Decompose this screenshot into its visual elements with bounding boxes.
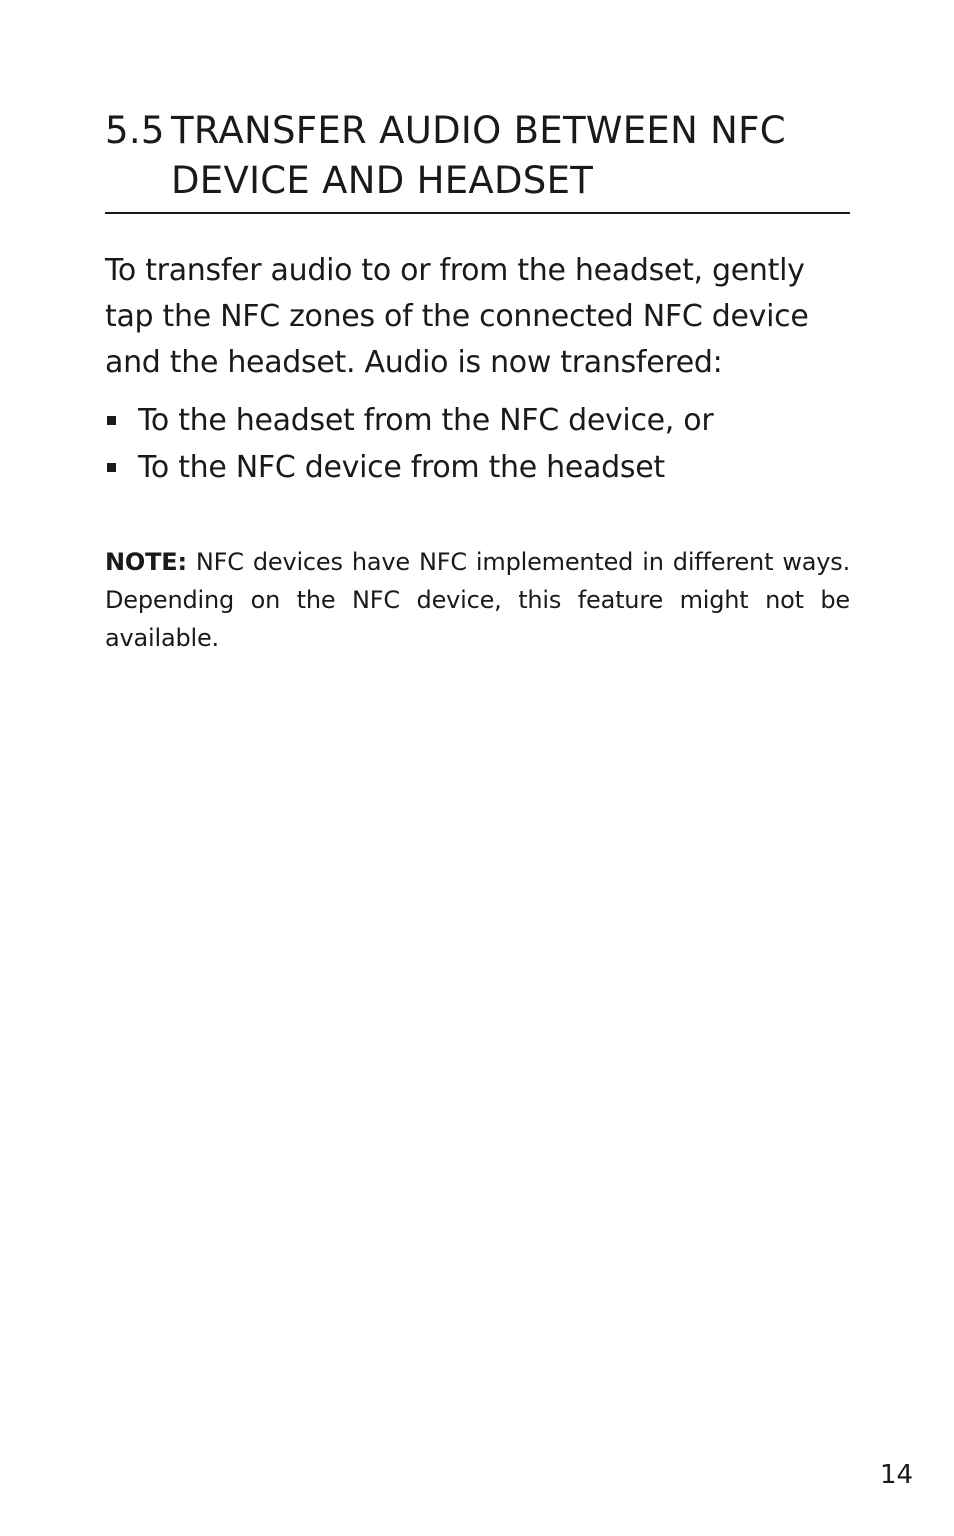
note-paragraph xyxy=(105,543,850,657)
page-number: 14 xyxy=(880,1460,914,1490)
transfer-direction-list xyxy=(105,397,850,491)
list-item-text: To the headset from the NFC device, or xyxy=(138,403,714,438)
list-item xyxy=(105,444,850,491)
note-text: NFC devices have NFC implemented in different ways. Depending on the NFC device, this feature might not be available. xyxy=(105,548,850,652)
section-title: TRANSFER AUDIO BETWEEN NFC DEVICE AND HEADSET xyxy=(171,109,786,202)
square-bullet-icon xyxy=(107,463,116,472)
list-item-text: To the NFC device from the headset xyxy=(138,450,665,485)
note-label: NOTE: xyxy=(105,548,187,576)
section-heading xyxy=(105,106,850,206)
square-bullet-icon xyxy=(107,416,116,425)
section-number: 5.5 xyxy=(105,109,165,152)
intro-paragraph: To transfer audio to or from the headset, gently tap the NFC zones of the connected NFC device and the headset. Audio is now transfered: xyxy=(105,253,809,380)
heading-divider xyxy=(105,212,850,214)
list-item xyxy=(105,397,850,444)
